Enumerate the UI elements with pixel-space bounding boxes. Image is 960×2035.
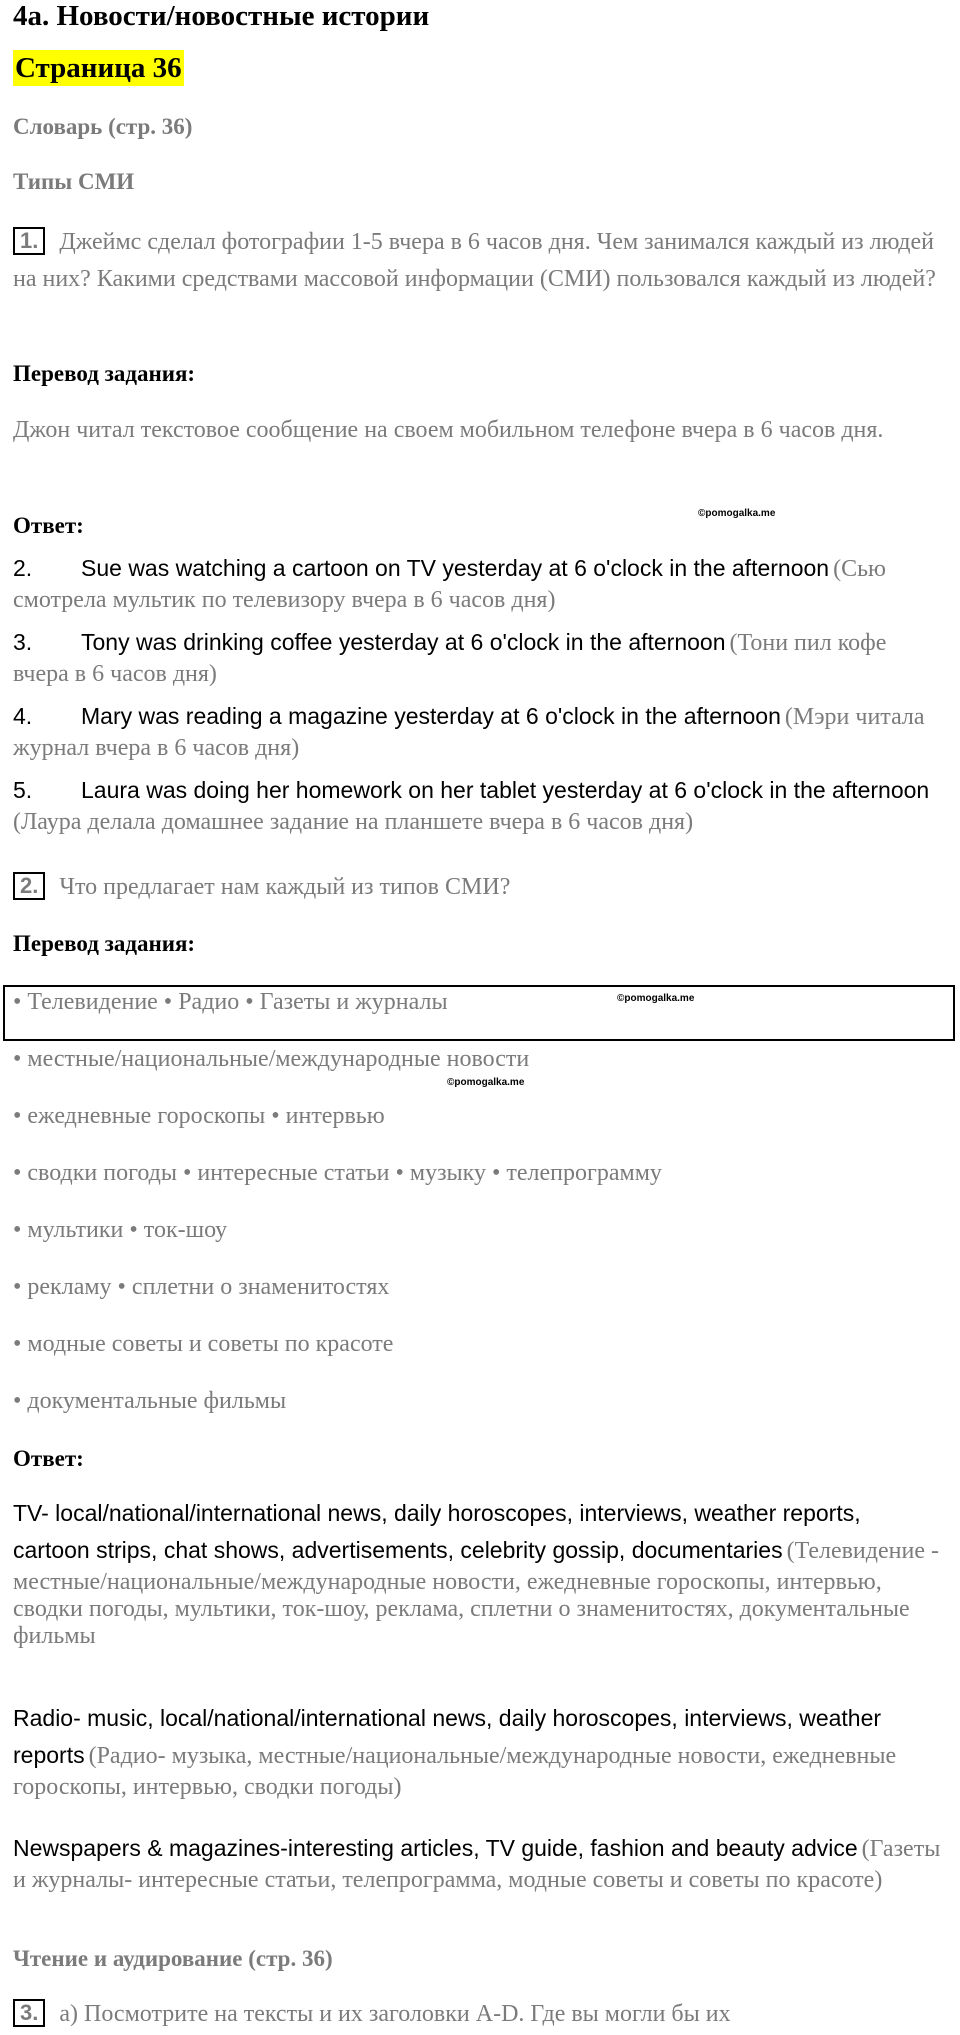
task3-number: 3. [13, 1999, 45, 2027]
task1-translation: Джон читал текстовое сообщение на своем мобильном телефоне вчера в 6 часов дня. [13, 417, 884, 443]
answer-en: Mary was reading a magazine yesterday at 6 o'clock in the afternoon [81, 703, 781, 729]
answer-en: Sue was watching a cartoon on TV yesterday at 6 o'clock in the afternoon [81, 555, 830, 581]
task1-answer-label: Ответ: [13, 513, 84, 538]
task2-answer-paragraph [13, 1700, 943, 1801]
bullet-line: • модные советы и советы по красоте [13, 1331, 394, 1357]
bullet-line: • Телевидение • Радио • Газеты и журналы [13, 989, 448, 1015]
vocabulary-heading: Словарь (стр. 36) [13, 114, 193, 139]
watermark: ©pomogalka.me [617, 993, 695, 1004]
answer-ru: (Мэри читала журнал вчера в 6 часов дня) [13, 704, 925, 761]
bullet-line: • документальные фильмы [13, 1388, 287, 1414]
task2-number: 2. [13, 872, 45, 900]
task2-block [13, 869, 943, 906]
reading-heading: Чтение и аудирование (стр. 36) [13, 1946, 333, 1971]
bullet-line: • сводки погоды • интересные статьи • музыку • телепрограмму [13, 1160, 662, 1186]
task1-answer-item [13, 550, 943, 614]
task2-answer-paragraph [13, 1830, 943, 1894]
bullet-line: • рекламу • сплетни о знаменитостях [13, 1274, 390, 1300]
page-title: 4a. Новости/новостные истории [13, 0, 430, 32]
task3-block [13, 1996, 943, 2033]
task2-translation-label: Перевод задания: [13, 931, 196, 956]
bullet-line: • ежедневные гороскопы • интервью [13, 1103, 385, 1129]
answer-number: 2. [13, 555, 33, 581]
bullet-line: • мультики • ток-шоу [13, 1217, 228, 1243]
task2-answer-paragraph [13, 1495, 943, 1650]
task3-text: a) Посмотрите на тексты и их заголовки A-D. Где вы могли бы их [59, 2001, 731, 2027]
task1-number: 1. [13, 227, 45, 255]
answer-en: Radio- music, local/national/international news, daily horoscopes, interviews, weather reports [13, 1705, 882, 1768]
task1-answer-item [13, 772, 943, 836]
media-types-heading: Типы СМИ [13, 169, 135, 194]
watermark: ©pomogalka.me [698, 508, 776, 519]
answer-number: 5. [13, 777, 33, 803]
watermark: ©pomogalka.me [447, 1077, 525, 1088]
answer-ru: (Газеты и журналы- интересные статьи, телепрограмма, модные советы и советы по красоте) [13, 1836, 941, 1893]
answer-ru: (Лаура делала домашнее задание на планшете вчера в 6 часов дня) [13, 809, 694, 835]
answer-number: 4. [13, 703, 33, 729]
task2-answer-label: Ответ: [13, 1446, 84, 1471]
answer-en: Laura was doing her homework on her tablet yesterday at 6 o'clock in the afternoon [81, 777, 930, 803]
task1-answer-item [13, 698, 943, 762]
answer-en: Tony was drinking coffee yesterday at 6 o'clock in the afternoon [81, 629, 726, 655]
answer-en: TV- local/national/international news, daily horoscopes, interviews, weather reports, cartoon strips, chat shows, advertisements, celebrity gossip, documentaries [13, 1500, 861, 1563]
task2-text: Что предлагает нам каждый из типов СМИ? [59, 874, 511, 900]
task1-answer-item [13, 624, 943, 688]
answer-ru: (Телевидение - местные/национальные/международные новости, ежедневные гороскопы, интервью, сводки погоды, мультики, ток-шоу, реклама, сплетни о знаменитостях, документальные фильмы [13, 1538, 939, 1649]
answer-ru: (Радио- музыка, местные/национальные/международные новости, ежедневные гороскопы, интервью, сводки погоды) [13, 1743, 897, 1800]
answer-ru: (Сью смотрела мультик по телевизору вчера в 6 часов дня) [13, 556, 886, 613]
task1-translation-label: Перевод задания: [13, 361, 196, 386]
bullet-line: • местные/национальные/международные новости [13, 1046, 530, 1072]
answer-number: 3. [13, 629, 33, 655]
page-number-label: Страница 36 [15, 52, 182, 84]
task1-text: Джеймс сделал фотографии 1-5 вчера в 6 часов дня. Чем занимался каждый из людей на них? Какими средствами массовой информации (СМИ) пользовался каждый из людей? [13, 229, 936, 292]
answer-en: Newspapers & magazines-interesting articles, TV guide, fashion and beauty advice [13, 1835, 858, 1861]
answer-ru: (Тони пил кофе вчера в 6 часов дня) [13, 630, 887, 687]
task1-block [13, 224, 943, 298]
